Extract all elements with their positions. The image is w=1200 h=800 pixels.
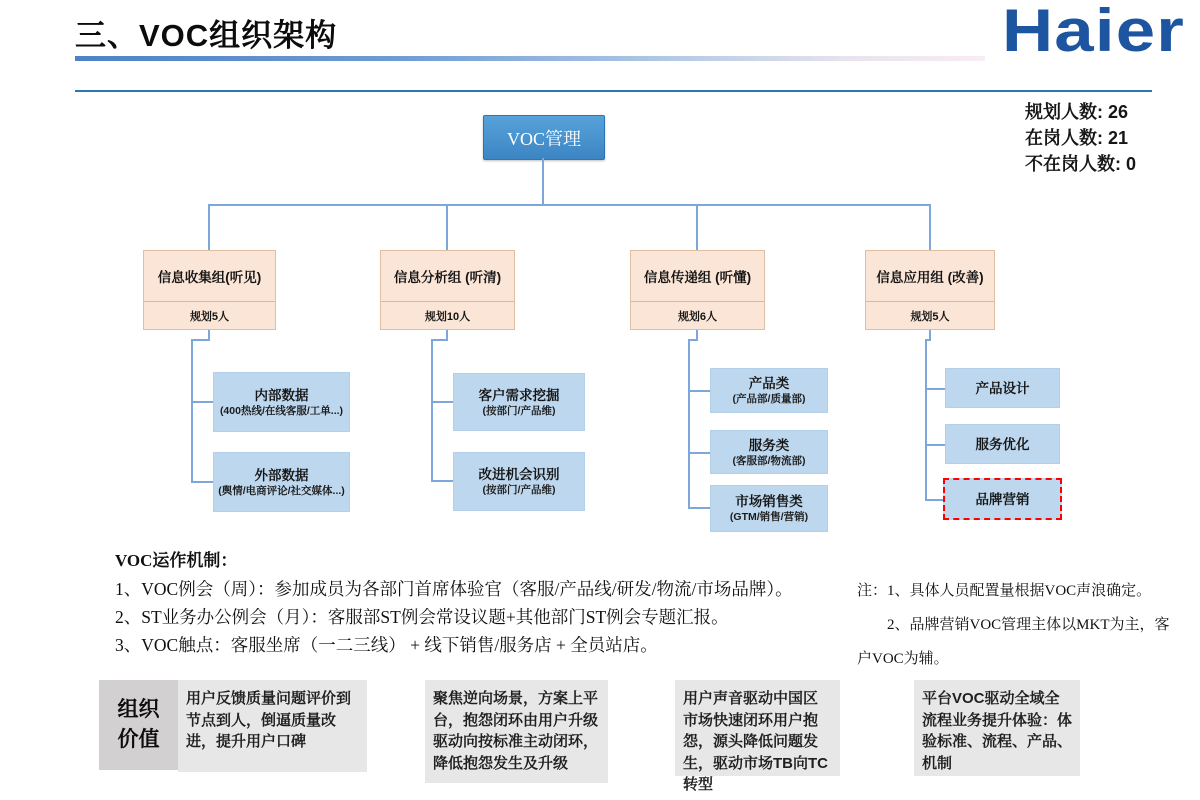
org-child-subtitle: (舆情/电商评论/社交媒体...) xyxy=(218,484,345,497)
org-group-collect xyxy=(143,250,276,330)
connector-line xyxy=(446,204,448,250)
stat-off-duty: 不在岗人数: 0 xyxy=(1025,154,1137,174)
org-child-title: 产品类 xyxy=(748,376,790,391)
org-group-plan: 规划5人 xyxy=(144,301,275,329)
title-underline-gradient xyxy=(75,56,985,61)
org-group-title: 信息分析组 (听清) xyxy=(393,270,502,285)
connector-line xyxy=(696,204,698,250)
stat-planned: 规划人数: 26 xyxy=(1025,102,1129,122)
org-child-title: 市场销售类 xyxy=(735,494,803,509)
org-group-analyze xyxy=(380,250,515,330)
org-value-box-platform-voc: 平台VOC驱动全域全流程业务提升体验：体验标准、流程、产品、机制 xyxy=(914,680,1080,776)
voc-mechanism-heading: VOC运作机制： xyxy=(115,551,238,570)
voc-mechanism-item: 3、VOC触点：客服坐席（一二三线） + 线下销售/服务店 + 全员站店。 xyxy=(115,635,658,655)
org-group-plan: 规划5人 xyxy=(866,301,994,329)
org-group-title: 信息应用组 (改善) xyxy=(876,270,984,285)
org-child-title: 内部数据 xyxy=(254,387,309,403)
org-child-subtitle: (客服部/物流部) xyxy=(732,454,806,467)
org-group-title: 信息收集组(听见) xyxy=(157,270,262,285)
note-line: 注：1、具体人员配置量根据VOC声浪确定。 xyxy=(857,583,1152,599)
org-group-title: 信息传递组 (听懂) xyxy=(643,270,752,285)
org-root-label: VOC管理 xyxy=(506,128,581,149)
connector-line xyxy=(925,339,927,500)
org-group-transmit xyxy=(630,250,765,330)
org-child-improvement-id xyxy=(453,452,585,511)
org-child-subtitle: (GTM/销售/营销) xyxy=(729,511,809,523)
connector-line xyxy=(925,444,945,446)
connector-line xyxy=(925,499,945,501)
org-child-title: 品牌营销 xyxy=(975,491,1030,507)
connector-line xyxy=(925,388,945,390)
voc-mechanism-item: 2、ST业务办公例会（月）：客服部ST例会常设议题+其他部门ST例会专题汇报。 xyxy=(115,607,729,627)
org-group-plan: 规划6人 xyxy=(631,301,764,329)
org-child-product-design xyxy=(945,368,1060,408)
org-child-marketing-class xyxy=(710,485,828,532)
page-title: 三、VOC组织架构 xyxy=(75,18,338,53)
connector-line xyxy=(191,401,213,403)
org-group-apply xyxy=(865,250,995,330)
org-child-product-class xyxy=(710,368,828,413)
voc-mechanism-item: 1、VOC例会（周）：参加成员为各部门首席体验官（客服/产品线/研发/物流/市场品牌）。 xyxy=(115,579,793,599)
note-line: 2、品牌营销VOC管理主体以MKT为主，客 xyxy=(887,617,1170,633)
connector-line xyxy=(688,452,710,454)
org-child-subtitle: (按部门/产品维) xyxy=(482,484,556,496)
connector-line xyxy=(542,158,544,205)
org-value-label-text: 组织价值 xyxy=(117,698,160,751)
connector-line xyxy=(688,507,710,509)
org-child-subtitle: (400热线/在线客服/工单...) xyxy=(219,404,344,417)
org-child-title: 改进机会识别 xyxy=(478,467,560,482)
org-value-box-china-market: 用户声音驱动中国区市场快速闭环用户抱怨，源头降低问题发生，驱动市场TB向TC转型 xyxy=(675,680,840,776)
connector-line xyxy=(208,204,210,250)
connector-line xyxy=(191,339,210,341)
haier-logo-text: Haier xyxy=(1002,0,1186,62)
connector-line xyxy=(191,481,213,483)
org-child-service-optimization xyxy=(945,424,1060,464)
org-value-box-complaint-loop: 聚焦逆向场景，方案上平台，抱怨闭环由用户升级驱动向按标准主动闭环，降低抱怨发生及升级 xyxy=(425,680,608,783)
org-root-voc-management xyxy=(483,115,605,160)
org-value-label xyxy=(99,680,178,770)
connector-line xyxy=(431,339,448,341)
connector-line xyxy=(431,339,433,482)
org-child-internal-data xyxy=(213,372,350,432)
org-child-title: 外部数据 xyxy=(254,467,309,483)
org-child-subtitle: (产品部/质量部) xyxy=(732,393,806,405)
org-child-external-data xyxy=(213,452,350,512)
connector-line xyxy=(929,204,931,250)
connector-line xyxy=(431,480,453,482)
org-child-demand-mining xyxy=(453,373,585,431)
org-child-title: 服务类 xyxy=(748,437,790,453)
header-divider-line xyxy=(75,90,1152,92)
headcount-stats xyxy=(1025,99,1136,177)
haier-logo xyxy=(1002,0,1200,62)
connector-line xyxy=(431,401,453,403)
org-child-title: 客户需求挖掘 xyxy=(478,387,560,403)
connector-line xyxy=(688,339,690,509)
org-child-brand-marketing xyxy=(943,478,1062,520)
connector-line xyxy=(688,390,710,392)
stat-on-duty: 在岗人数: 21 xyxy=(1025,128,1129,148)
org-child-service-class xyxy=(710,430,828,474)
note-line: 户VOC为辅。 xyxy=(857,651,949,667)
org-child-subtitle: (按部门/产品维) xyxy=(482,404,556,417)
org-child-title: 产品设计 xyxy=(975,380,1030,396)
note-block xyxy=(857,574,1197,676)
connector-line xyxy=(208,204,931,206)
org-group-plan: 规划10人 xyxy=(381,301,514,329)
connector-line xyxy=(191,339,193,483)
org-child-title: 服务优化 xyxy=(975,436,1030,452)
voc-mechanism-block xyxy=(115,547,855,659)
org-value-box-quality: 用户反馈质量问题评价到节点到人，倒逼质量改进，提升用户口碑 xyxy=(178,680,367,772)
